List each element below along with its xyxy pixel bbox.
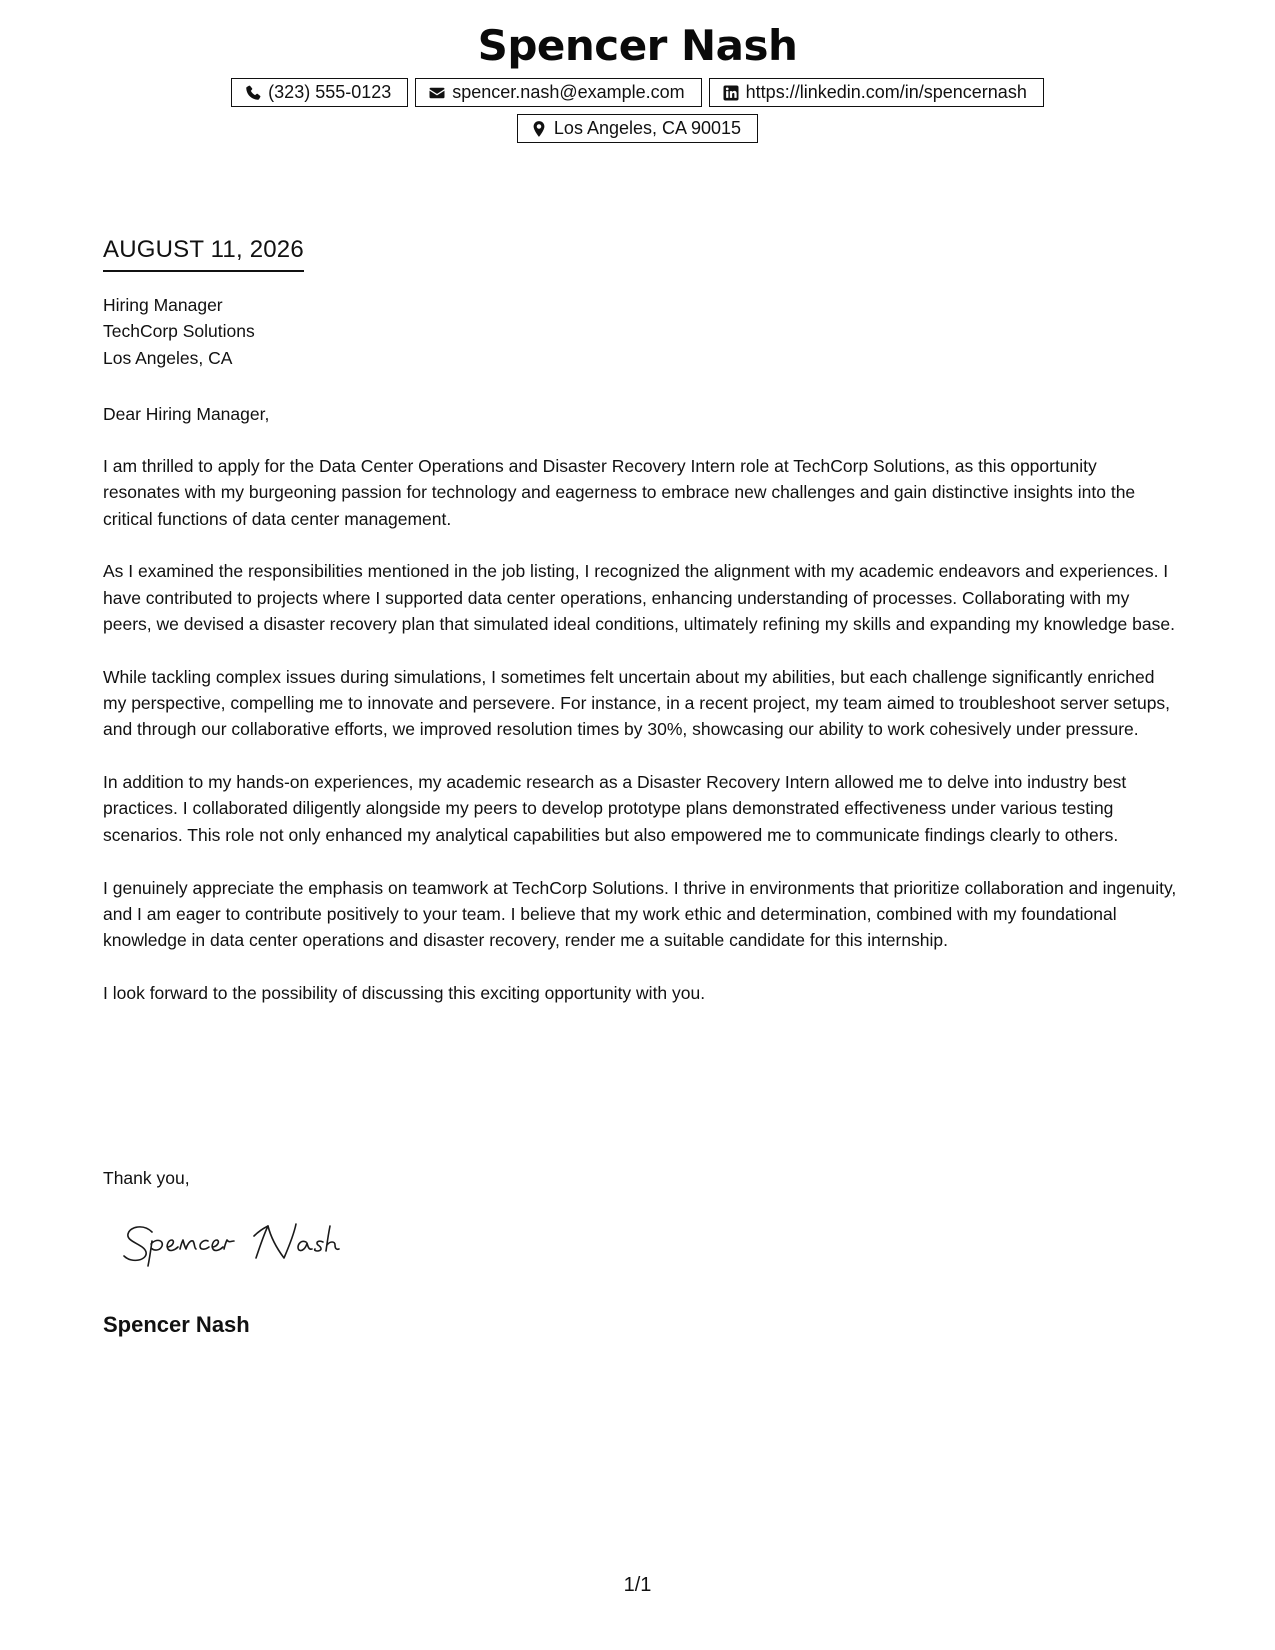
- signer-name: Spencer Nash: [103, 1312, 250, 1337]
- contact-location: [517, 114, 758, 143]
- letter-body: [103, 453, 1178, 1033]
- greeting: Dear Hiring Manager,: [103, 404, 270, 424]
- contact-phone: [231, 78, 408, 107]
- body-paragraph: As I examined the responsibilities mentioned in the job listing, I recognized the alignment with my academic endeavors and experiences. I have contributed to projects where I supported data center operations, enhancing understanding of processes. Collaborating with my peers, we devised a disaster recovery plan that simulated ideal conditions, ultimately refining my skills and expanding my knowledge base.: [103, 561, 1175, 634]
- body-paragraph: I look forward to the possibility of discussing this exciting opportunity with you.: [103, 982, 706, 1003]
- letter-date: AUGUST 11, 2026: [103, 232, 304, 272]
- contact-linkedin-text[interactable]: https://linkedin.com/in/spencernash: [745, 82, 1027, 102]
- linkedin-icon: [722, 84, 740, 102]
- page-number: 1/1: [623, 1574, 652, 1596]
- contact-phone-text: (323) 555-0123: [268, 82, 392, 102]
- map-pin-icon: [530, 120, 548, 138]
- contact-email: [415, 78, 701, 107]
- envelope-icon: [428, 84, 446, 102]
- recipient-line: TechCorp Solutions: [103, 321, 255, 342]
- recipient-line: Los Angeles, CA: [103, 347, 233, 368]
- handwritten-signature: [118, 1214, 348, 1274]
- body-paragraph: In addition to my hands-on experiences, my academic research as a Disaster Recovery Intern allowed me to delve into industry best practices. I collaborated diligently alongside my peers to develop prototype plans demonstrated effectiveness under various testing scenarios. This role not only enhanced my analytical capabilities but also empowered me to communicate findings clearly to others.: [103, 772, 1127, 845]
- letter-header: [0, 20, 1275, 143]
- contact-location-text: Los Angeles, CA 90015: [553, 118, 742, 138]
- contact-email-text: spencer.nash@example.com: [452, 82, 685, 102]
- closing: Thank you,: [103, 1168, 190, 1188]
- body-paragraph: While tackling complex issues during simulations, I sometimes felt uncertain about my abilities, but each challenge significantly enriched my perspective, compelling me to innovate and persevere. For instance, in a recent project, my team aimed to troubleshoot server setups, and through our collaborative efforts, we improved resolution times by 30%, showcasing our ability to work cohesively under pressure.: [103, 666, 1171, 740]
- body-paragraph: I am thrilled to apply for the Data Center Operations and Disaster Recovery Intern role at TechCorp Solutions, as this opportunity resonates with my burgeoning passion for technology and eagerness to embrace new challenges and gain distinctive insights into the critical functions of data center management.: [103, 456, 1136, 529]
- recipient-block: [103, 292, 1178, 371]
- recipient-line: Hiring Manager: [103, 295, 223, 315]
- contact-row-primary: [0, 78, 1275, 107]
- phone-icon: [244, 84, 262, 102]
- body-paragraph: I genuinely appreciate the emphasis on teamwork at TechCorp Solutions. I thrive in environments that prioritize collaboration and ingenuity, and I am eager to contribute positively to your team. I believe that my work ethic and determination, combined with my foundational knowledge in data center operations and disaster recovery, render me a suitable candidate for this internship.: [103, 877, 1177, 951]
- contact-row-secondary: [0, 114, 1275, 143]
- sender-name: Spencer Nash: [477, 21, 798, 70]
- contact-linkedin: [709, 78, 1044, 107]
